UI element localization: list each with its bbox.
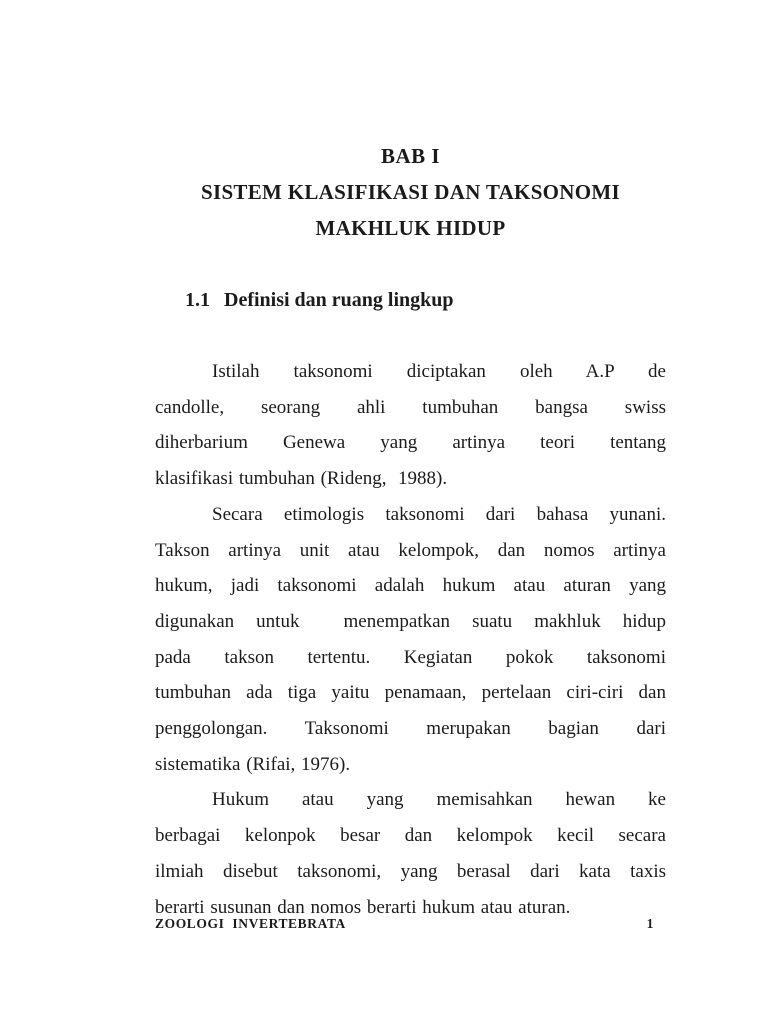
paragraphs [155,354,666,925]
section-number: 1.1 [185,289,210,311]
paragraph [155,497,666,783]
text-line: sistematika (Rifai, 1976). [155,753,351,775]
text-line: Hukum atau yang memisahkan hewan ke [212,789,666,811]
page-content [155,138,666,925]
section-heading [155,246,666,354]
chapter-number: BAB I [380,144,441,168]
footer-book-title: ZOOLOGI INVERTEBRATA [155,916,346,931]
page-footer [155,916,666,932]
text-line: Istilah taksonomi diciptakan oleh A.P de [212,361,666,382]
text-line: hukum, jadi taksonomi adalah hukum atau aturan yang [155,575,666,597]
text-line: berbagai kelonpok besar dan kelompok kecil secara [155,825,666,847]
text-line: Takson artinya unit atau kelompok, dan nomos artinya [155,539,666,561]
section-title: Definisi dan ruang lingkup [224,289,454,311]
text-line: tumbuhan ada tiga yaitu penamaan, pertelaan ciri-ciri dan [155,682,666,704]
text-line: digunakan untuk menempatkan suatu makhluk hidup [155,610,666,632]
text-line: penggolongan. Taksonomi merupakan bagian dari [155,718,666,740]
chapter-title-line-2: MAKHLUK HIDUP [315,216,506,240]
text-line: pada takson tertentu. Kegiatan pokok taksonomi [155,646,666,668]
text-line: diherbarium Genewa yang artinya teori tentang [155,432,666,454]
paragraph [155,782,666,925]
text-line: klasifikasi tumbuhan (Rideng, 1988). [155,468,448,490]
paragraph [155,354,666,497]
text-line: ilmiah disebut taksonomi, yang berasal dari kata taxis [155,860,666,882]
chapter-title-line-1: SISTEM KLASIFIKASI DAN TAKSONOMI [201,180,620,204]
text-line: berarti susunan dan nomos berarti hukum atau aturan. [155,896,571,918]
text-line: candolle, seorang ahli tumbuhan bangsa swiss [155,396,666,418]
text-line: Secara etimologis taksonomi dari bahasa yunani. [212,503,666,525]
footer-page-number: 1 [646,916,654,931]
